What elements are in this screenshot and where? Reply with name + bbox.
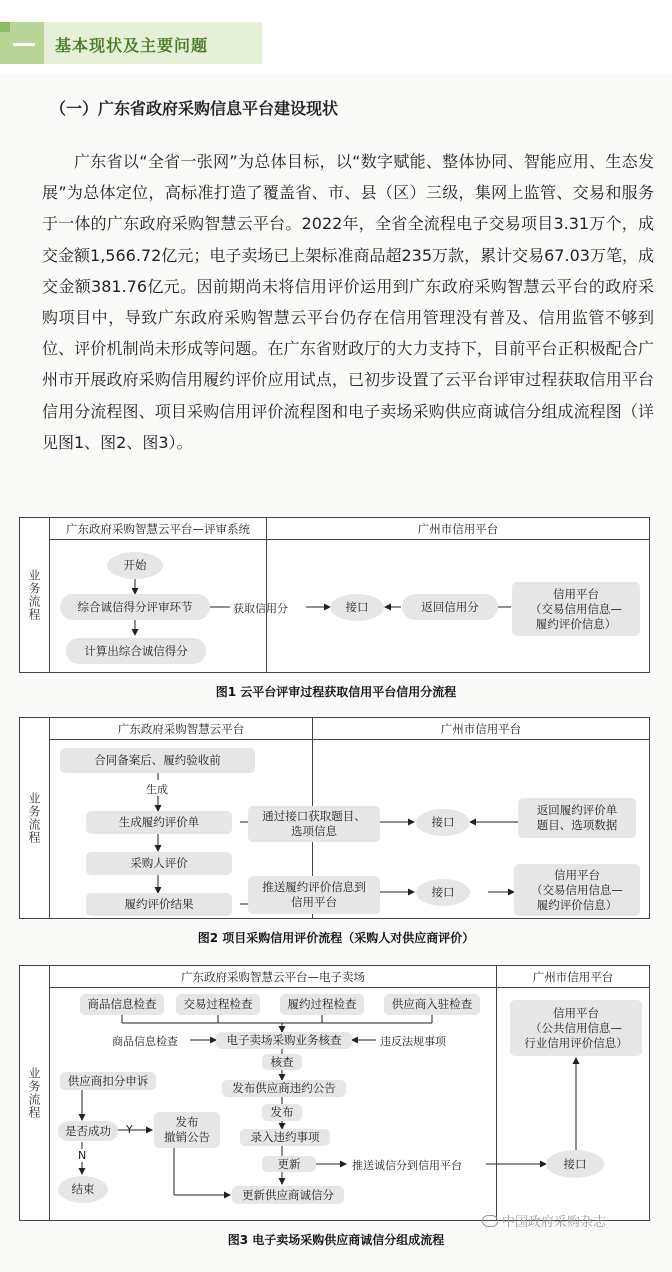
- fig3-check-goods: 商品信息检查: [80, 994, 164, 1015]
- fig3-publish-step: 发布: [262, 1104, 302, 1121]
- fig2-side-lane: [20, 718, 50, 918]
- fig3-verify-step: 核查: [262, 1054, 302, 1070]
- fig3-success-decision: 是否成功: [58, 1121, 118, 1141]
- fig1-interface-node: 接口: [330, 594, 384, 621]
- section-header: [0, 22, 262, 64]
- fig2-credit-platform: 信用平台 （交易信用信息— 履约评价信息）: [514, 864, 640, 916]
- fig3-no-label: N: [78, 1149, 87, 1162]
- fig2-generate-label: 生成: [146, 783, 168, 796]
- fig3-check-trade: 交易过程检查: [176, 994, 260, 1015]
- fig3-lane-left: 广东政府采购智慧云平台—电子卖场: [50, 966, 496, 988]
- fig1-side-label: 业务流程: [27, 569, 41, 621]
- fig3-yes-label: Y: [126, 1123, 133, 1136]
- figure-2: [19, 717, 650, 919]
- fig3-core-check: 电子卖场采购业务核查: [216, 1032, 352, 1049]
- fig1-credit-platform: 信用平台 （交易信用信息— 履约评价信息）: [512, 582, 640, 636]
- fig3-interface-node: 接口: [546, 1150, 604, 1178]
- figure-1: [19, 517, 650, 673]
- fig3-check-supplier: 供应商入驻检查: [384, 994, 480, 1015]
- section-title: 基本现状及主要问题: [55, 36, 209, 55]
- fig3-lane-right: 广州市信用平台: [496, 966, 650, 988]
- fig1-calc-step: 计算出综合诚信得分: [66, 638, 206, 664]
- fig1-lane-right: 广州市信用平台: [266, 518, 650, 540]
- fig2-caption: 图2 项目采购信用评价流程（采购人对供应商评价）: [197, 931, 475, 945]
- fig3-record-step: 录入违约事项: [240, 1129, 330, 1146]
- fig1-side-lane: [20, 518, 50, 672]
- watermark-text: 中国政府采购杂志: [502, 1215, 607, 1230]
- fig2-side-label: 业务流程: [27, 792, 41, 844]
- fig2-interface-node-2: 接口: [416, 879, 470, 906]
- fig3-caption: 图3 电子卖场采购供应商诚信分组成流程: [227, 1233, 445, 1247]
- fig3-update-score-step: 更新供应商诚信分: [232, 1186, 344, 1204]
- fig3-update-step: 更新: [262, 1156, 316, 1172]
- fig3-side-label: 业务流程: [27, 1067, 41, 1119]
- fig3-notice-step: 发布供应商违约公告: [222, 1080, 346, 1097]
- fig2-form-step: 生成履约评价单: [86, 811, 232, 834]
- fig1-lane-left: 广东政府采购智慧云平台—评审系统: [50, 518, 266, 540]
- fig3-goods-check-label: 商品信息检查: [112, 1035, 178, 1048]
- fig2-result-step: 履约评价结果: [86, 893, 232, 916]
- fig1-start-node: 开始: [107, 552, 163, 579]
- wechat-icon: [482, 1215, 498, 1227]
- fig2-contract-step: 合同备案后、履约验收前: [60, 748, 255, 773]
- subsection-title: （一）广东省政府采购信息平台建设现状: [50, 99, 339, 118]
- figure-3: [19, 965, 650, 1221]
- section-marker-icon: [0, 22, 44, 64]
- fig2-api-fetch: 通过接口获取题目、 选项信息: [248, 806, 380, 842]
- fig1-caption: 图1 云平台评审过程获取信用平台信用分流程: [215, 685, 457, 699]
- watermark: [482, 1211, 606, 1230]
- fig1-fetch-label: 获取信用分: [233, 602, 288, 615]
- fig1-return-step: 返回信用分: [402, 594, 498, 620]
- fig3-check-fulfil: 履约过程检查: [280, 994, 364, 1015]
- fig3-revoke-step: 发布 撤销公告: [154, 1112, 220, 1148]
- fig3-credit-platform: 信用平台 （公共信用信息— 行业信用评价信息）: [510, 1000, 642, 1056]
- fig2-lane-right: 广州市信用平台: [312, 718, 650, 740]
- fig2-interface-node-1: 接口: [416, 809, 470, 836]
- fig3-side-lane: [20, 966, 50, 1220]
- fig3-push-label: 推送诚信分到信用平台: [352, 1159, 462, 1172]
- fig2-push-step: 推送履约评价信息到 信用平台: [248, 876, 380, 914]
- fig2-return-form: 返回履约评价单 题目、选项数据: [518, 798, 636, 838]
- fig3-appeal-step: 供应商扣分申诉: [60, 1072, 156, 1090]
- fig3-violation-label: 违反法规事项: [380, 1035, 446, 1048]
- body-paragraph: 广东省以“全省一张网”为总体目标，以“数字赋能、整体协同、智能应用、生态发展”为总体定位，高标准打造了覆盖省、市、县（区）三级，集网上监管、交易和服务于一体的广东政府采购智慧云平台。2022年，全省全流程电子交易项目3.31万个，成交金额1,566.72亿元；电子卖场已上架标准商品超235万款，累计交易67.03万笔，成交金额381.76亿元。因前期尚未将信用评价运用到广东政府采购智慧云平台的政府采购项目中，导致广东政府采购智慧云平台仍存在信用管理没有普及、信用监管不够到位、评价机制尚未形成等问题。在广东省财政厅的大力支持下，目前平台正积极配合广州市开展政府采购信用履约评价应用试点，已初步设置了云平台评审过程获取信用平台信用分流程图、项目采购信用评价流程图和电子卖场采购供应商诚信分组成流程图（详见图1、图2、图3）。: [42, 152, 654, 452]
- fig2-buyer-eval-step: 采购人评价: [86, 852, 232, 875]
- fig3-end-node: 结束: [58, 1176, 108, 1203]
- fig1-review-step: 综合诚信得分评审环节: [60, 594, 210, 620]
- fig2-lane-left: 广东政府采购智慧云平台: [50, 718, 312, 740]
